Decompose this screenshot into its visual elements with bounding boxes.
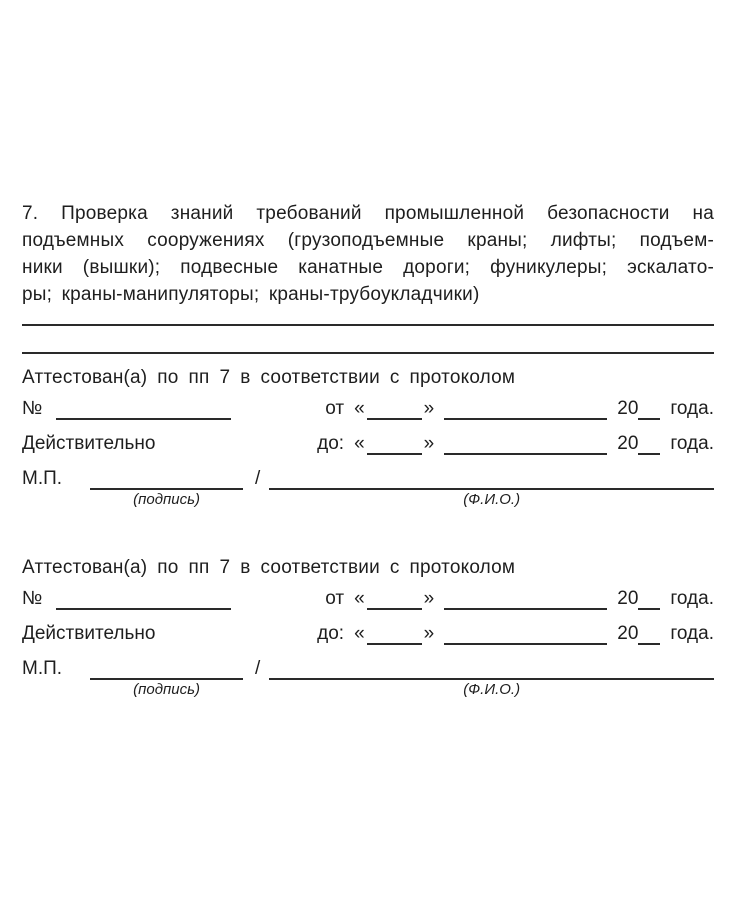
seal-signature-row <box>22 468 714 510</box>
day-line <box>367 623 422 645</box>
open-quote: « <box>354 433 365 454</box>
year-suffix: года. <box>670 588 714 609</box>
year-suffix: года. <box>670 398 714 419</box>
seal-label: М.П. <box>22 468 63 489</box>
fio-column <box>269 658 714 700</box>
year-line <box>638 588 660 610</box>
day-quote-group <box>354 398 434 420</box>
slash-separator: / <box>255 468 261 489</box>
month-line <box>444 433 607 455</box>
year-line <box>638 398 660 420</box>
fio-line <box>269 468 714 490</box>
signature-line <box>90 468 243 490</box>
day-line <box>367 398 422 420</box>
year-suffix: года. <box>670 623 714 644</box>
year-group <box>617 398 660 420</box>
year-group <box>617 588 660 610</box>
protocol-number-row <box>22 398 714 420</box>
year-prefix: 20 <box>617 433 639 454</box>
day-line <box>367 588 422 610</box>
seal-label: М.П. <box>22 658 63 679</box>
protocol-date-group <box>325 588 714 610</box>
validity-date-group <box>317 433 714 455</box>
attestation-title: Аттестован(а) по пп 7 в соответствии с протоколом <box>22 367 516 388</box>
close-quote: » <box>423 433 435 454</box>
validity-row <box>22 623 714 645</box>
validity-date-group <box>317 623 714 645</box>
month-line <box>444 623 607 645</box>
year-group <box>617 623 660 645</box>
heading-line: 7. Проверка знаний требований промышленной безопасности на <box>22 203 714 224</box>
slash-separator: / <box>255 658 261 679</box>
seal-signature-row <box>22 658 714 700</box>
heading-line: ники (вышки); подвесные канатные дороги; фуникулеры; эскалато- <box>22 257 714 278</box>
section-7-heading <box>22 200 714 308</box>
attestation-title: Аттестован(а) по пп 7 в соответствии с протоколом <box>22 557 516 578</box>
blank-line <box>22 308 714 326</box>
fio-caption: (Ф.И.О.) <box>463 491 521 508</box>
year-prefix: 20 <box>617 398 639 419</box>
from-label: от <box>325 398 345 419</box>
open-quote: « <box>354 588 365 609</box>
from-label: от <box>325 588 345 609</box>
year-suffix: года. <box>670 433 714 454</box>
signature-caption: (подпись) <box>133 681 200 698</box>
fio-caption: (Ф.И.О.) <box>463 681 521 698</box>
open-quote: « <box>354 398 365 419</box>
validity-row <box>22 433 714 455</box>
valid-label: Действительно <box>22 623 156 644</box>
day-quote-group <box>354 623 434 645</box>
heading-line: подъемных сооружениях (грузоподъемные краны; лифты; подъем- <box>22 230 714 251</box>
until-label: до: <box>317 623 345 644</box>
protocol-number-line <box>56 588 231 610</box>
open-quote: « <box>354 623 365 644</box>
heading-line: ры; краны-манипуляторы; краны-трубоукладчики) <box>22 284 480 305</box>
protocol-number-line <box>56 398 231 420</box>
attestation-block <box>22 556 714 700</box>
month-line <box>444 398 607 420</box>
blank-line <box>22 326 714 354</box>
close-quote: » <box>423 623 435 644</box>
number-label: № <box>22 588 43 609</box>
year-prefix: 20 <box>617 588 639 609</box>
fio-line <box>269 658 714 680</box>
year-group <box>617 433 660 455</box>
signature-column <box>90 658 243 700</box>
signature-column <box>90 468 243 510</box>
day-quote-group <box>354 588 434 610</box>
close-quote: » <box>423 398 435 419</box>
year-line <box>638 433 660 455</box>
number-label: № <box>22 398 43 419</box>
protocol-number-row <box>22 588 714 610</box>
day-line <box>367 433 422 455</box>
year-prefix: 20 <box>617 623 639 644</box>
blank-write-in-lines <box>22 308 714 354</box>
valid-label: Действительно <box>22 433 156 454</box>
month-line <box>444 588 607 610</box>
fio-column <box>269 468 714 510</box>
year-line <box>638 623 660 645</box>
protocol-date-group <box>325 398 714 420</box>
attestation-block <box>22 366 714 510</box>
day-quote-group <box>354 433 434 455</box>
close-quote: » <box>423 588 435 609</box>
signature-caption: (подпись) <box>133 491 200 508</box>
signature-line <box>90 658 243 680</box>
until-label: до: <box>317 433 345 454</box>
